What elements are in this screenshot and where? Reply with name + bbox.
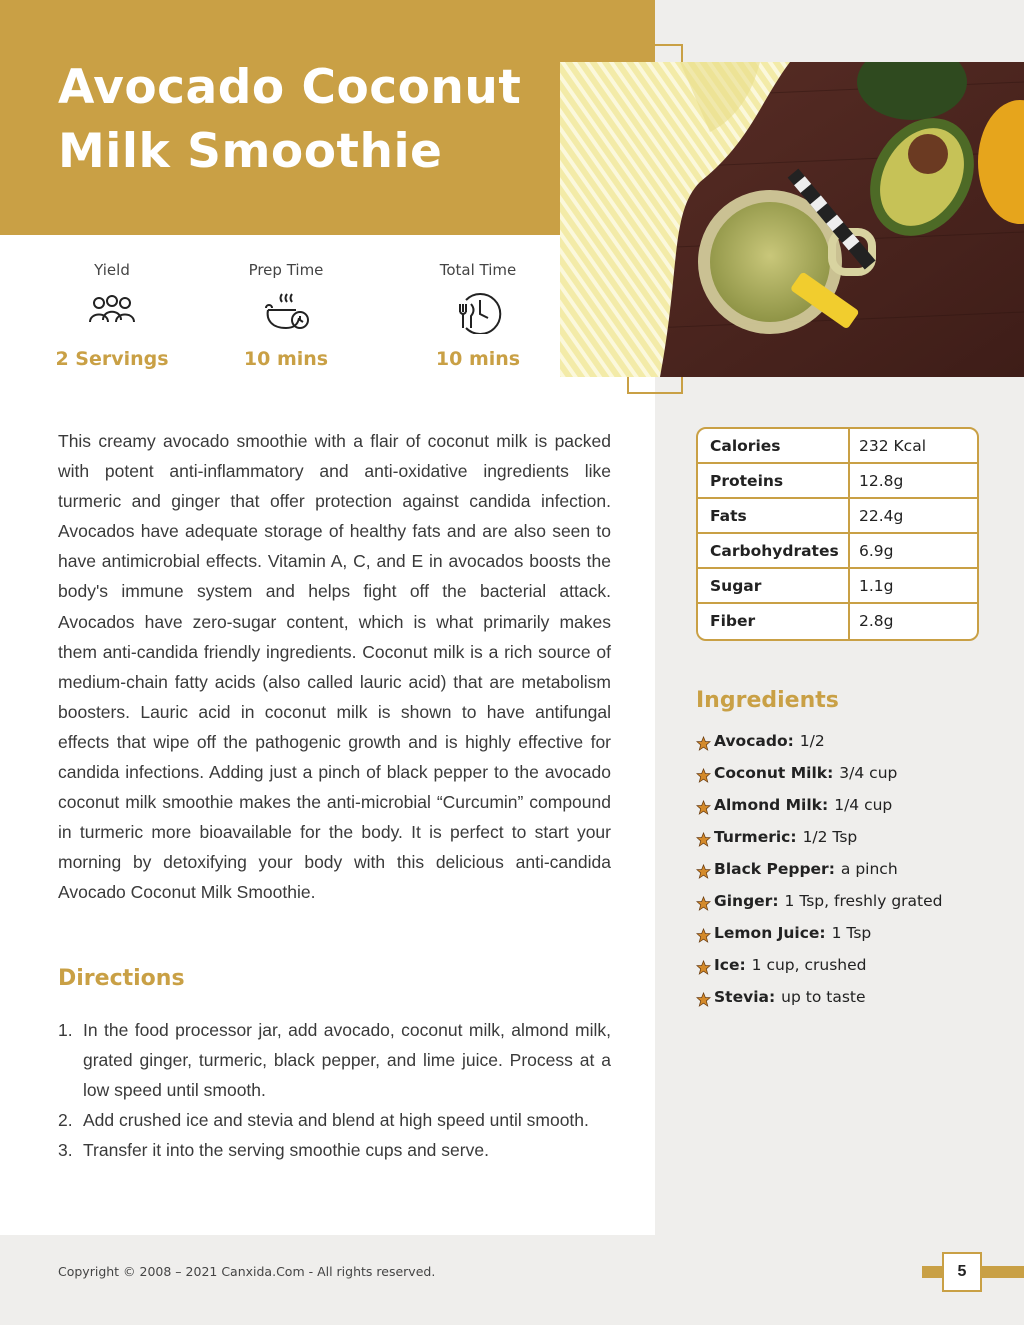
step-text: In the food processor jar, add avocado, coconut milk, almond milk, grated ginger, turmeric, black pepper, and lime juice. Process at a low speed until smooth.	[83, 1020, 611, 1101]
directions-heading: Directions	[58, 966, 185, 991]
nutrition-row	[698, 499, 977, 534]
ingredient-name: Turmeric:	[714, 828, 797, 846]
star-bullet-icon	[696, 960, 711, 975]
nutrient-name: Proteins	[698, 464, 850, 497]
total-time-value: 10 mins	[435, 348, 521, 370]
nutrition-row	[698, 429, 977, 464]
ingredient-item	[696, 732, 996, 764]
ingredient-name: Ice:	[714, 956, 746, 974]
nutrition-table	[696, 427, 979, 641]
recipe-description: This creamy avocado smoothie with a flair of coconut milk is packed with potent anti-inflammatory and anti-oxidative ingredients like turmeric and ginger that offer protection against candida infection. Avocados have adequate storage of healthy fats and are also seen to have antimicrobial effects. Vitamin A, C, and E in avocados boosts the body's immune system and helps fight off the bacterial attack. Avocados have zero-sugar content, which is what primarily makes them anti-candida friendly ingredients. Coconut milk is a rich source of medium-chain fatty acids (also called lauric acid) that are metabolism boosters. Lauric acid in coconut milk is shown to have antifungal effects that wipe off the pathogenic growth and is highly effective for candida infections. Adding just a pinch of black pepper to the avocado coconut milk smoothie makes the anti-microbial “Curcumin” compound in turmeric more bioavailable for the body. It is perfect to start your morning by detoxifying your body with this delicious anti-candida Avocado Coconut Milk Smoothie.	[58, 431, 611, 903]
nutrient-value: 1.1g	[859, 577, 894, 595]
nutrition-row	[698, 534, 977, 569]
ingredient-item	[696, 764, 996, 796]
title-banner	[0, 0, 655, 235]
nutrient-name: Sugar	[698, 569, 850, 602]
direction-step	[58, 1015, 611, 1105]
ingredient-name: Lemon Juice:	[714, 924, 826, 942]
nutrient-value: 2.8g	[859, 612, 894, 630]
ingredient-amount: 1 cup, crushed	[751, 956, 867, 974]
ingredient-name: Almond Milk:	[714, 796, 829, 814]
star-bullet-icon	[696, 800, 711, 815]
step-number: 3.	[58, 1140, 73, 1161]
clock-cutlery-icon	[450, 290, 506, 334]
total-time-label: Total Time	[439, 261, 517, 279]
prep-time-label: Prep Time	[248, 261, 324, 279]
copyright-text: Copyright © 2008 – 2021 Canxida.Com - All rights reserved.	[58, 1264, 436, 1279]
nutrition-row	[698, 604, 977, 639]
ingredient-name: Stevia:	[714, 988, 776, 1006]
page-title: Avocado Coconut Milk Smoothie	[58, 60, 522, 179]
ingredient-amount: 1 Tsp	[831, 924, 872, 942]
nutrient-value: 22.4g	[859, 507, 904, 525]
ingredient-item	[696, 924, 996, 956]
page-number: 5	[942, 1252, 982, 1292]
ingredient-item	[696, 860, 996, 892]
prep-time-value: 10 mins	[243, 348, 329, 370]
ingredient-amount: a pinch	[840, 860, 898, 878]
nutrient-name: Fats	[698, 499, 850, 532]
yield-value: 2 Servings	[55, 348, 169, 370]
step-text: Transfer it into the serving smoothie cups and serve.	[83, 1140, 489, 1161]
ingredient-amount: 1/4 cup	[834, 796, 893, 814]
people-icon	[84, 290, 140, 334]
step-number: 1.	[58, 1020, 73, 1040]
cooking-pot-timer-icon	[258, 290, 314, 334]
total-time-info	[398, 262, 558, 370]
direction-step	[58, 1105, 611, 1135]
yield-label: Yield	[94, 261, 130, 279]
nutrient-name: Carbohydrates	[698, 534, 850, 567]
ingredient-amount: 1/2	[799, 732, 825, 750]
star-bullet-icon	[696, 736, 711, 751]
star-bullet-icon	[696, 928, 711, 943]
ingredient-item	[696, 828, 996, 860]
star-bullet-icon	[696, 992, 711, 1007]
yield-info	[32, 262, 192, 370]
star-bullet-icon	[696, 768, 711, 783]
nutrition-row	[698, 569, 977, 604]
ingredient-amount: 1 Tsp, freshly grated	[784, 892, 943, 910]
ingredient-item	[696, 796, 996, 828]
nutrient-value: 232 Kcal	[859, 437, 927, 455]
step-text: Add crushed ice and stevia and blend at high speed until smooth.	[83, 1110, 589, 1131]
prep-time-info	[206, 262, 366, 370]
footer-background	[0, 1235, 1024, 1325]
nutrient-value: 12.8g	[859, 472, 904, 490]
nutrient-value: 6.9g	[859, 542, 894, 560]
star-bullet-icon	[696, 896, 711, 911]
nutrient-name: Calories	[698, 429, 850, 462]
ingredient-item	[696, 988, 996, 1020]
ingredient-amount: 1/2 Tsp	[802, 828, 858, 846]
direction-step	[58, 1135, 611, 1165]
ingredient-name: Ginger:	[714, 892, 779, 910]
directions-list	[58, 1015, 611, 1165]
nutrition-row	[698, 464, 977, 499]
ingredient-name: Black Pepper:	[714, 860, 835, 878]
smoothie-photo	[560, 62, 1024, 377]
ingredient-name: Avocado:	[714, 732, 794, 750]
ingredient-item	[696, 956, 996, 988]
star-bullet-icon	[696, 832, 711, 847]
ingredients-list	[696, 732, 996, 1020]
ingredients-heading: Ingredients	[696, 688, 839, 713]
nutrient-name: Fiber	[698, 604, 850, 639]
ingredient-item	[696, 892, 996, 924]
step-number: 2.	[58, 1110, 73, 1131]
star-bullet-icon	[696, 864, 711, 879]
ingredient-name: Coconut Milk:	[714, 764, 834, 782]
ingredient-amount: 3/4 cup	[839, 764, 898, 782]
ingredient-amount: up to taste	[781, 988, 866, 1006]
